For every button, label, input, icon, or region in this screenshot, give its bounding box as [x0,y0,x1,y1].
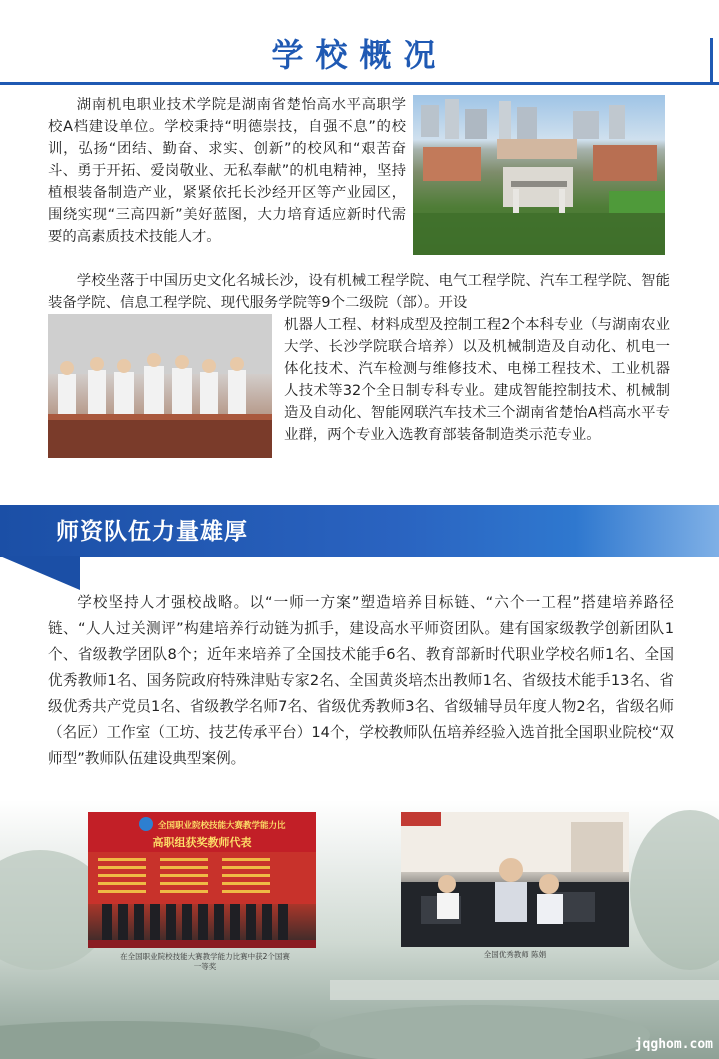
award-ceremony-illustration [88,812,316,948]
signing-ceremony-illustration [48,314,272,458]
campus-aerial-photo [413,95,665,255]
section-title: 师资队伍力量雄厚 [56,519,248,545]
outstanding-teacher-photo [401,812,629,947]
faculty-paragraph: 学校坚持人才强校战略。以“一师一方案”塑造培养目标链、“六个一工程”搭建培养路径链、“人人过关测评”构建培养行动链为抓手，建设高水平师资团队。建有国家级教学创新团队1个、省级教学团队8个；近年来培养了全国技术能手6名、教育部新时代职业学校名师1名、全国优秀教师1名、国务院政府特殊津贴专家2名、全国黄炎培杰出教师1名、省级技术能手13名、省级优秀共产党员1名、省级教学名师7名、省级优秀教师3名、省级辅导员年度人物2名，省级名师（名匠）工作室（工坊、技艺传承平台）14个，学校教师队伍培养经验入选首批全国职业院校“双师型”教师队伍建设典型案例。 [48,594,674,767]
teacher-award-photo [88,812,316,948]
classroom-illustration [401,812,629,947]
award-banner-line1: 全国职业院校技能大赛教学能力比 [158,821,286,831]
intro-paragraph-1: 湖南机电职业技术学院是湖南省楚怡高水平高职学校A档建设单位。学校秉持“明德崇技，自强不息”的校训，弘扬“团结、勤奋、求实、创新”的校风和“艰苦奋斗、勇于开拓、爱岗敬业、无私奉献”的机电精神，坚持植根装备制造产业，紧紧依托长沙经开区等产业园区，围绕实现“三高四新”美好蓝图，大力培育适应新时代需要的高素质技术技能人才。 [48,97,406,245]
header-divider [0,82,719,85]
award-photo-caption: 在全国职业院校技能大赛教学能力比赛中获2个国赛一等奖 [120,952,290,971]
teacher-photo-caption: 全国优秀教师 陈娟 [483,950,547,959]
page-title: 学校概况 [271,36,448,74]
campus-aerial-illustration [413,95,665,255]
signing-ceremony-photo [48,314,272,458]
intro-paragraph-3: 机器人工程、材料成型及控制工程2个本科专业（与湖南农业大学、长沙学院联合培养）以及机械制造及自动化、机电一体化技术、汽车检测与维修技术、电梯工程技术、工业机器人技术等32个全日制专科专业。建成智能控制技术、机械制造及自动化、智能网联汽车技术三个湖南省楚怡A档高水平专业群，两个专业入选教育部装备制造类示范专业。 [284,317,670,443]
site-watermark: jqghom.com [634,1037,713,1052]
intro-paragraph-2: 学校坐落于中国历史文化名城长沙，设有机械工程学院、电气工程学院、汽车工程学院、智能装备学院、信息工程学院、现代服务学院等9个二级院（部）。开设 [48,273,670,311]
section-banner-tail [0,556,80,590]
header-bracket-decoration [710,38,719,82]
award-banner-line2: 高职组获奖教师代表 [152,836,252,849]
